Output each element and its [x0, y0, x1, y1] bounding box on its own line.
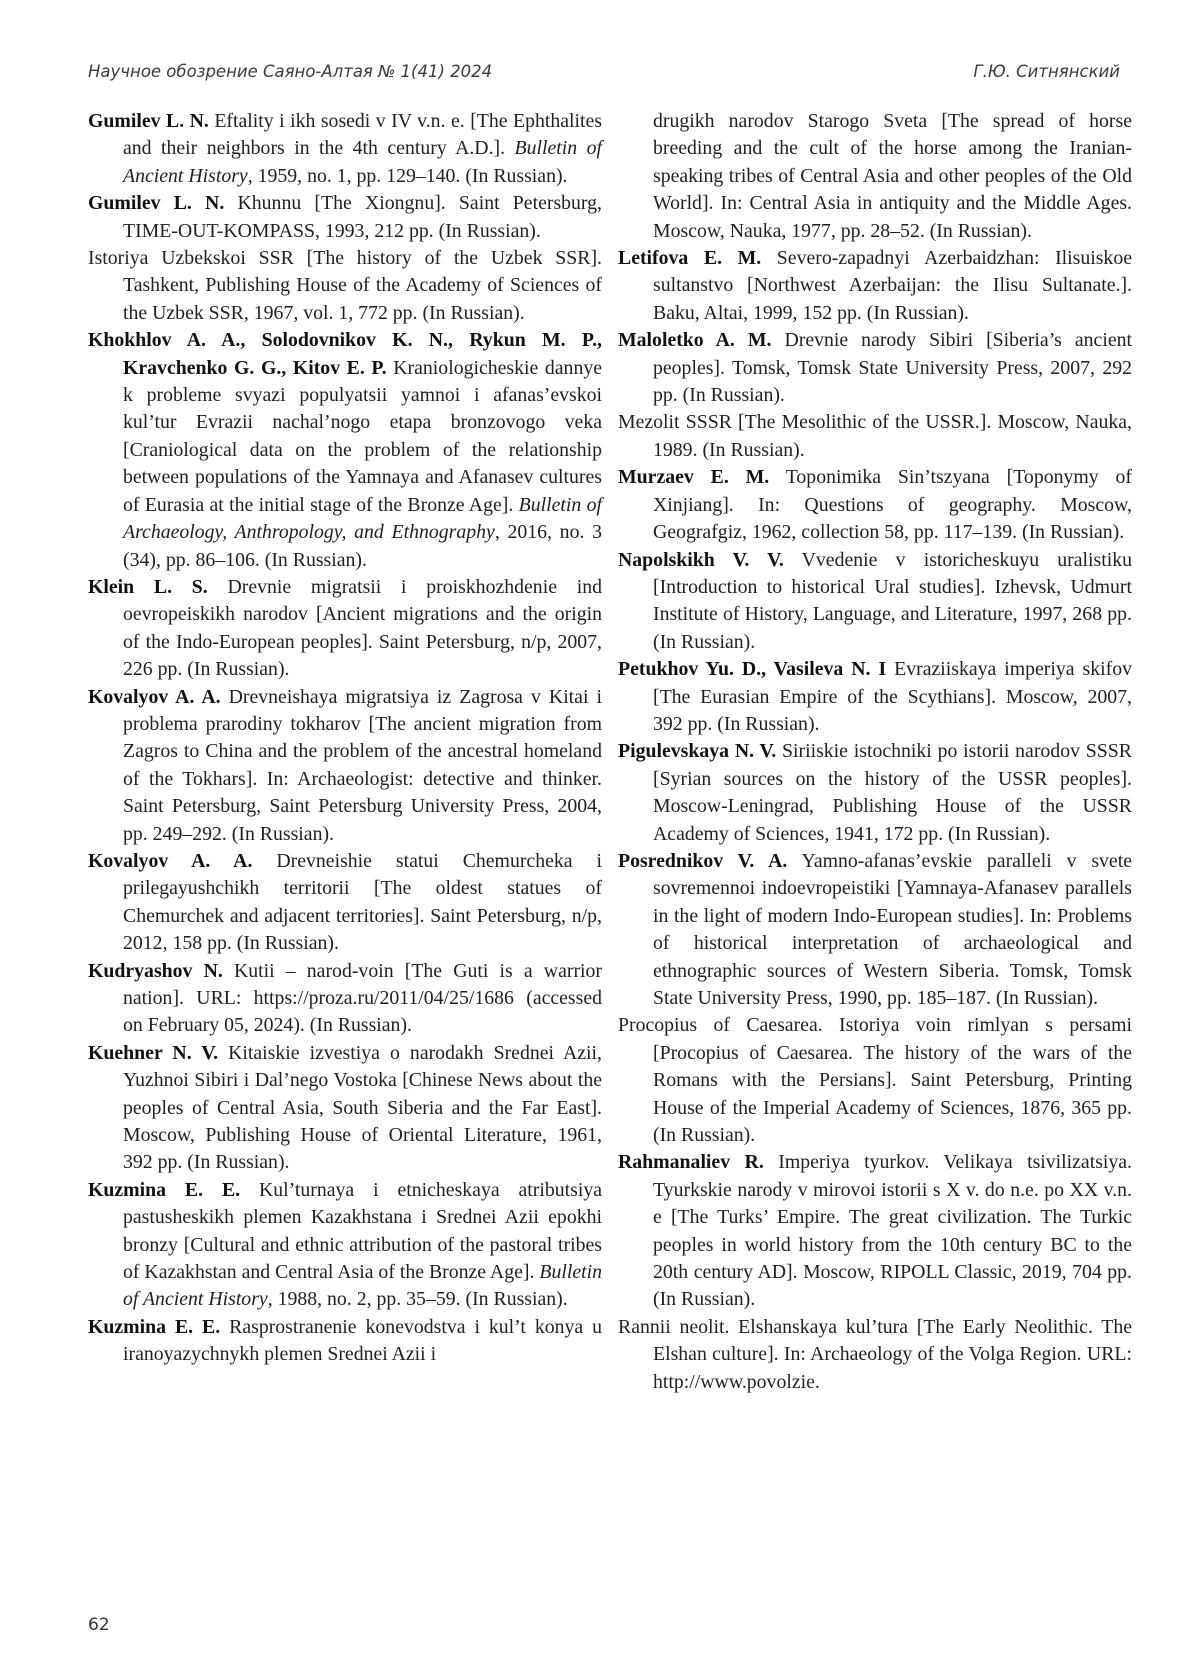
reference-entry: [88, 108, 602, 190]
reference-author: Murzaev E. M.: [618, 466, 770, 489]
reference-entry: [88, 1040, 602, 1177]
reference-author: Kovalyov A. A.: [88, 849, 253, 872]
references-right-column: [618, 108, 1132, 1396]
reference-entry: [88, 190, 602, 245]
reference-entry: [618, 848, 1132, 1012]
reference-entry: [88, 848, 602, 958]
reference-entry: [618, 108, 1132, 245]
reference-entry: [88, 574, 602, 684]
reference-text: Rasprostranenie konevodstva i kul’t konya u iranoyazychnykh plemen Srednei Azii i: [123, 1315, 602, 1366]
reference-text: , 1988, no. 2, pp. 35–59. (In Russian).: [267, 1288, 568, 1311]
reference-text: Drevneishie statui Chemurcheka i prilegayushchikh territorii [The oldest statues of Chemurchek and adjacent territories]. Saint Petersburg, n/p, 2012, 158 pp. (In Russian).: [123, 849, 602, 955]
reference-text: Kraniologicheskie dannye k probleme svyazi populyatsii yamnoi i afanas’evskoi kul’tur Evrazii nachal’nogo etapa bronzovogo veka [Craniological data on the problem of the relationship between populations of the Yamnaya and Afanasev cultures of Eurasia at the initial stage of the Bronze Age].: [123, 356, 603, 516]
reference-text: Toponimika Sin’tszyana [Toponymy of Xinjiang]. In: Questions of geography. Moscow, Geografgiz, 1962, collection 58, pp. 117–139. (In Russian).: [653, 466, 1132, 544]
reference-entry: [618, 327, 1132, 409]
page-number: 62: [88, 1615, 110, 1635]
reference-entry: [618, 1149, 1132, 1313]
reference-text: Mezolit SSSR [The Mesolithic of the USSR.]. Moscow, Nauka, 1989. (In Russian).: [618, 411, 1132, 461]
reference-text: Imperiya tyurkov. Velikaya tsivilizatsiya. Tyurkskie narody v mirovoi istorii s X v. do n.e. po XX v.n. e [The Turks’ Empire. The great civilization. The Turkic peoples in world history from the 10th century BC to the 20th century AD]. Moscow, RIPOLL Classic, 2019, 704 pp. (In Russian).: [653, 1151, 1133, 1311]
reference-author: Kuzmina E. E.: [88, 1315, 221, 1338]
reference-entry: [88, 1314, 602, 1369]
reference-entry: [88, 958, 602, 1040]
reference-journal: Bulletin of Ancient History: [123, 137, 603, 187]
reference-text: Eftality i ikh sosedi v IV v.n. e. [The Ephthalites and their neighbors in the 4th century A.D.].: [123, 110, 603, 160]
reference-entry: [618, 656, 1132, 738]
reference-journal: Bulletin of Archaeology, Anthropology, and Ethnography: [123, 493, 602, 544]
reference-text: Drevnie migratsii i proiskhozhdenie ind oevropeiskikh narodov [Ancient migrations and the origin of the Indo-European peoples]. Saint Petersburg, n/p, 2007, 226 pp. (In Russian).: [123, 575, 602, 681]
reference-text: Siriiskie istochniki po istorii narodov SSSR [Syrian sources on the history of the USSR peoples]. Moscow-Leningrad, Publishing House of the USSR Academy of Sciences, 1941, 172 pp. (In Russian).: [653, 740, 1132, 845]
running-header: [88, 58, 1120, 86]
reference-text: Drevneishaya migratsiya iz Zagrosa v Kitai i problema prarodiny tokharov [The ancient migration from Zagros to China and the problem of the ancestral homeland of the Tokhars]. In: Archaeologist: detective and thinker. Saint Petersburg, Saint Petersburg University Press, 2004, pp. 249–292. (In Russian).: [123, 685, 602, 845]
reference-author: Maloletko A. M.: [618, 329, 772, 352]
reference-author: Kovalyov A. A.: [88, 685, 221, 708]
journal-title: Научное обозрение Саяно-Алтая № 1(41) 2024: [88, 62, 493, 81]
reference-author: Klein L. S.: [88, 575, 208, 598]
reference-text: drugikh narodov Starogo Sveta [The spread of horse breeding and the cult of the horse among the Iranian-speaking tribes of Central Asia and other peoples of the Old World]. In: Central Asia in antiquity and the Middle Ages. Moscow, Nauka, 1977, pp. 28–52. (In Russian).: [653, 110, 1132, 242]
reference-text: Kitaiskie izvestiya o narodakh Srednei Azii, Yuzhnoi Sibiri i Dal’nego Vostoka [Chinese News about the peoples of Central Asia, South Siberia and the Far East]. Moscow, Publishing House of Oriental Literature, 1961, 392 pp. (In Russian).: [123, 1041, 602, 1174]
reference-author: Kudryashov N.: [88, 959, 223, 982]
reference-text: Drevnie narody Sibiri [Siberia’s ancient peoples]. Tomsk, Tomsk State University Press, 2007, 292 pp. (In Russian).: [653, 329, 1132, 407]
reference-journal: Bulletin of Ancient History: [123, 1261, 603, 1311]
reference-entry: [88, 1177, 602, 1314]
reference-entry: [88, 245, 602, 327]
reference-author: Khokhlov A. A., Solodovnikov K. N., Rykun M. P., Kravchenko G. G., Kitov E. P.: [88, 329, 602, 379]
article-author: Г.Ю. Ситнянский: [973, 62, 1120, 81]
reference-entry: [618, 738, 1132, 848]
reference-author: Rahmanaliev R.: [618, 1151, 764, 1174]
reference-text: Evraziiskaya imperiya skifov [The Eurasian Empire of the Scythians]. Moscow, 2007, 392 pp. (In Russian).: [653, 658, 1132, 735]
reference-author: Petukhov Yu. D., Vasileva N. I: [618, 658, 887, 681]
reference-text: Vvedenie v istoricheskuyu uralistiku [Introduction to historical Ural studies]. Izhevsk, Udmurt Institute of History, Language, and Literature, 1997, 268 pp. (In Russian).: [653, 548, 1132, 653]
reference-entry: [618, 464, 1132, 546]
reference-text: Istoriya Uzbekskoi SSR [The history of the Uzbek SSR]. Tashkent, Publishing House of the Academy of Sciences of the Uzbek SSR, 1967, vol. 1, 772 pp. (In Russian).: [88, 247, 602, 324]
reference-text: , 1959, no. 1, pp. 129–140. (In Russian).: [247, 164, 568, 187]
reference-author: Pigulevskaya N. V.: [618, 740, 777, 763]
reference-author: Kuehner N. V.: [88, 1041, 219, 1064]
reference-entry: [618, 409, 1132, 464]
reference-text: Kutii – narod-voin [The Guti is a warrior nation]. URL: https://proza.ru/2011/04/25/1686 (accessed on February 05, 2024). (In Russian).: [123, 959, 603, 1037]
reference-text: Severo-zapadnyi Azerbaidzhan: Ilisuiskoe sultanstvo [Northwest Azerbaijan: the Ilisu Sultanate.]. Baku, Altai, 1999, 152 pp. (In Russian).: [653, 247, 1132, 324]
reference-text: , 2016, no. 3 (34), pp. 86–106. (In Russian).: [123, 521, 602, 571]
reference-author: Posrednikov V. A.: [618, 849, 788, 872]
reference-author: Gumilev L. N.: [88, 192, 225, 215]
reference-author: Kuzmina E. E.: [88, 1178, 241, 1201]
reference-entry: [618, 1314, 1132, 1396]
reference-entry: [88, 684, 602, 848]
reference-text: Khunnu [The Xiongnu]. Saint Petersburg, TIME-OUT-KOMPASS, 1993, 212 pp. (In Russian).: [123, 192, 602, 242]
references-left-column: [88, 108, 602, 1369]
reference-text: Rannii neolit. Elshanskaya kul’tura [The Early Neolithic. The Elshan culture]. In: Archaeology of the Volga Region. URL: http://www.povolzie.: [618, 1315, 1132, 1393]
reference-entry: [618, 245, 1132, 327]
reference-entry: [618, 547, 1132, 657]
reference-entry: [618, 1012, 1132, 1149]
reference-author: Letifova E. M.: [618, 247, 762, 270]
reference-text: Procopius of Caesarea. Istoriya voin rimlyan s persami [Procopius of Caesarea. The history of the wars of the Romans with the Persians]. Saint Petersburg, Printing House of the Imperial Academy of Sciences, 1876, 365 pp. (In Russian).: [618, 1014, 1132, 1147]
reference-author: Napolskikh V. V.: [618, 548, 784, 571]
reference-text: Yamno-afanas’evskie paralleli v svete sovremennoi indoevropeistiki [Yamnaya-Afanasev parallels in the light of modern Indo-European studies]. In: Problems of historical interpretation of archaeological and ethnographic sources of Western Siberia. Tomsk, Tomsk State University Press, 1990, pp. 185–187. (In Russian).: [653, 849, 1132, 1009]
reference-entry: [88, 327, 602, 574]
reference-author: Gumilev L. N.: [88, 110, 209, 132]
reference-text: Kul’turnaya i etnicheskaya atributsiya pastusheskikh plemen Kazakhstana i Srednei Azii epokhi bronzy [Cultural and ethnic attribution of the pastoral tribes of Kazakhstan and Central Asia of the Bronze Age].: [123, 1178, 602, 1284]
